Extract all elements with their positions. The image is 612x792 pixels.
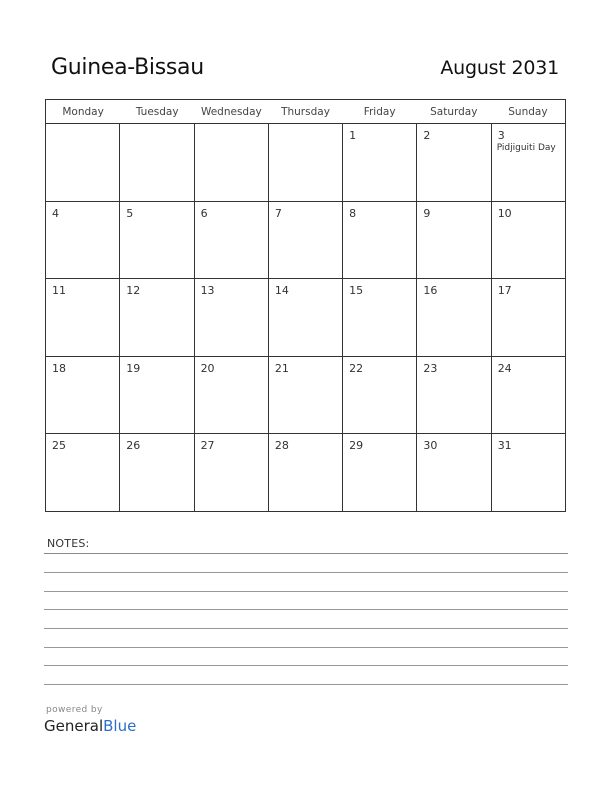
- day-cell: [269, 124, 343, 201]
- day-cell: [46, 434, 120, 512]
- weekday-header-row: [46, 100, 565, 124]
- weekday-header: Sunday: [508, 106, 548, 118]
- day-cell: [120, 279, 194, 356]
- day-cell: [195, 434, 269, 512]
- weekday-header: Thursday: [281, 106, 330, 118]
- notes-label: NOTES:: [47, 537, 90, 550]
- brand-logo-part2: Blue: [103, 717, 137, 735]
- day-cell: [269, 202, 343, 279]
- weekday-header: Wednesday: [200, 106, 262, 118]
- day-cell: [417, 357, 491, 434]
- day-number: 6: [200, 206, 208, 220]
- day-cell: [195, 124, 269, 201]
- month-year-title: August 2031: [440, 57, 559, 79]
- day-number: 26: [126, 439, 141, 453]
- day-cell: [343, 202, 417, 279]
- day-cell: [46, 124, 120, 201]
- day-number: 11: [52, 284, 66, 298]
- holiday-label: Pidjiguiti Day: [496, 143, 556, 153]
- day-number: 24: [497, 361, 512, 375]
- day-cell: [417, 124, 491, 201]
- day-cell: [343, 434, 417, 512]
- note-line: [44, 572, 568, 573]
- day-number: 31: [497, 439, 512, 453]
- day-number: 15: [349, 284, 364, 298]
- day-number: 4: [52, 206, 59, 220]
- day-number: 23: [423, 361, 438, 375]
- day-cell: [492, 279, 565, 356]
- weekday-header: Saturday: [430, 106, 478, 118]
- day-cell: [195, 279, 269, 356]
- day-number: 3: [497, 129, 505, 142]
- day-cell: [46, 279, 120, 356]
- note-line: [44, 609, 568, 610]
- day-cell: [46, 202, 120, 279]
- note-line: [44, 628, 568, 629]
- day-cell: [492, 357, 565, 434]
- week-row: [46, 202, 565, 280]
- day-number: 10: [497, 206, 512, 220]
- day-number: 16: [423, 284, 438, 298]
- day-cell: [492, 124, 565, 201]
- day-cell: [269, 357, 343, 434]
- weekday-header: Friday: [363, 106, 396, 118]
- calendar-weeks: [46, 124, 565, 512]
- weekday-header: Tuesday: [135, 106, 179, 118]
- note-line: [44, 553, 568, 554]
- note-line: [44, 591, 568, 592]
- day-cell: [120, 202, 194, 279]
- day-number: 28: [274, 439, 289, 453]
- day-number: 29: [349, 439, 364, 453]
- day-number: 8: [349, 206, 357, 220]
- day-number: 20: [200, 361, 215, 375]
- day-cell: [120, 124, 194, 201]
- weekday-header: Monday: [62, 106, 104, 118]
- day-cell: [492, 202, 565, 279]
- day-cell: [46, 357, 120, 434]
- day-cell: [120, 357, 194, 434]
- day-cell: [120, 434, 194, 512]
- week-row: [46, 357, 565, 435]
- brand-logo: [44, 717, 136, 735]
- day-number: 21: [274, 361, 289, 375]
- calendar-grid: [45, 99, 566, 512]
- day-cell: [269, 279, 343, 356]
- day-number: 12: [126, 284, 141, 298]
- day-cell: [343, 279, 417, 356]
- day-cell: [343, 124, 417, 201]
- day-cell: [417, 434, 491, 512]
- day-cell: [492, 434, 565, 512]
- note-line: [44, 665, 568, 666]
- week-row: [46, 124, 565, 202]
- note-line: [44, 647, 568, 648]
- day-number: 9: [423, 206, 431, 220]
- day-number: 7: [274, 206, 282, 220]
- day-number: 18: [52, 361, 66, 375]
- day-number: 5: [126, 206, 134, 220]
- day-number: 27: [200, 439, 215, 453]
- day-cell: [269, 434, 343, 512]
- note-line: [44, 684, 568, 685]
- day-number: 25: [52, 439, 66, 453]
- day-cell: [195, 202, 269, 279]
- powered-by-text: powered by: [46, 705, 103, 715]
- day-cell: [195, 357, 269, 434]
- country-title: Guinea-Bissau: [51, 55, 204, 80]
- week-row: [46, 279, 565, 357]
- day-cell: [417, 279, 491, 356]
- day-number: 14: [274, 284, 289, 298]
- day-number: 30: [423, 439, 438, 453]
- day-cell: [417, 202, 491, 279]
- day-number: 2: [423, 129, 431, 142]
- day-number: 22: [349, 361, 364, 375]
- day-number: 19: [126, 361, 141, 375]
- day-number: 13: [200, 284, 215, 298]
- day-cell: [343, 357, 417, 434]
- day-number: 17: [497, 284, 512, 298]
- week-row: [46, 434, 565, 512]
- brand-logo-part1: General: [44, 717, 104, 735]
- day-number: 1: [349, 129, 357, 142]
